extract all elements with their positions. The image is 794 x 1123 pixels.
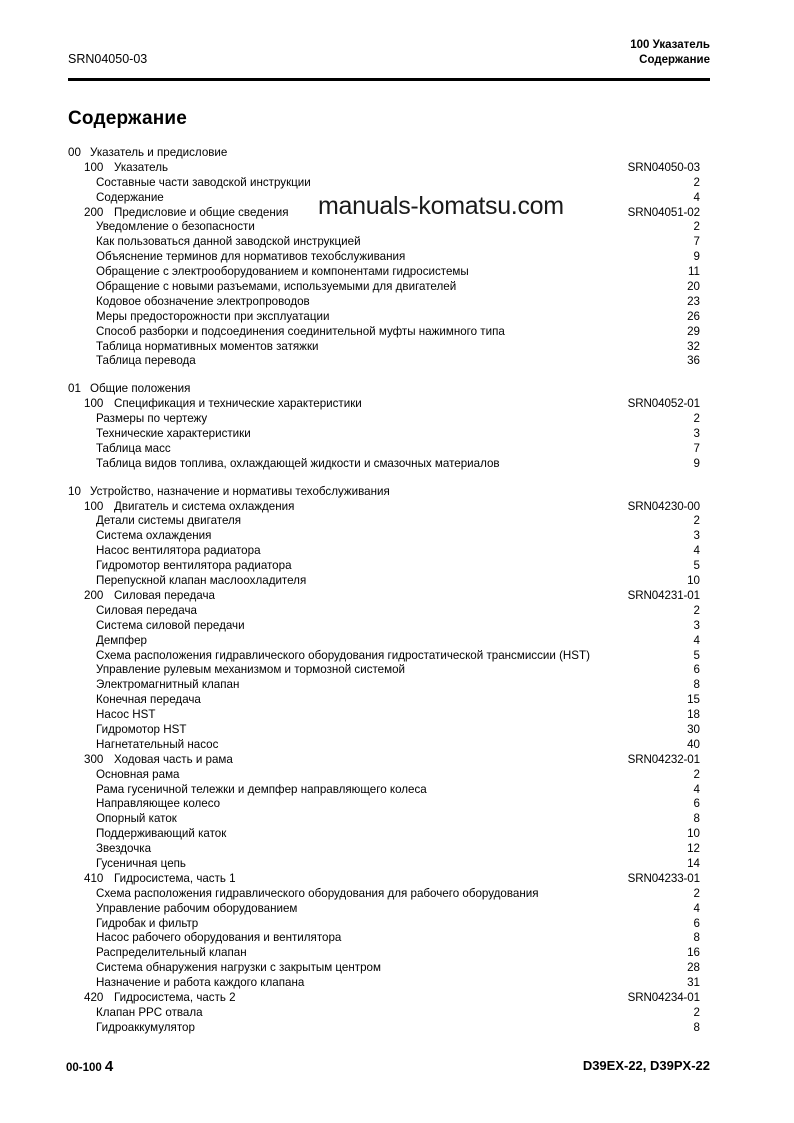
page-title: Содержание bbox=[68, 108, 188, 129]
toc-entry-page-number: 6 bbox=[693, 663, 700, 677]
toc-entry-label: Рама гусеничной тележки и демпфер направляющего колеса bbox=[96, 782, 427, 796]
toc-entry-label: Детали системы двигателя bbox=[96, 514, 242, 528]
toc-entry-row[interactable] bbox=[68, 902, 700, 917]
table-of-contents bbox=[68, 146, 700, 1036]
toc-entry-label: Схема расположения гидравлического оборудования для рабочего оборудования bbox=[96, 886, 539, 900]
toc-entry-page-number: 2 bbox=[693, 220, 700, 234]
toc-entry-row[interactable] bbox=[68, 604, 700, 619]
toc-entry-row[interactable] bbox=[68, 310, 700, 325]
toc-entry-label: Схема расположения гидравлического оборудования гидростатической трансмиссии (HST) bbox=[96, 648, 590, 662]
toc-entry-page-number: 36 bbox=[687, 354, 700, 368]
toc-entry-row[interactable] bbox=[68, 1006, 700, 1021]
toc-entry-label: Насос вентилятора радиатора bbox=[96, 544, 261, 558]
toc-entry-row[interactable] bbox=[68, 917, 700, 932]
toc-entry-row[interactable] bbox=[68, 723, 700, 738]
toc-entry-label: Гидросистема, часть 1 bbox=[114, 871, 236, 885]
toc-entry-row[interactable] bbox=[68, 619, 700, 634]
toc-entry-label: Насос рабочего оборудования и вентилятора bbox=[96, 931, 342, 945]
toc-subsection-row[interactable] bbox=[68, 589, 700, 604]
toc-entry-page-number: 14 bbox=[687, 856, 700, 870]
toc-leader-dots bbox=[205, 1017, 680, 1018]
toc-leader-dots bbox=[197, 1032, 680, 1033]
toc-entry-label: Поддерживающий каток bbox=[96, 827, 227, 841]
toc-entry-label: Двигатель и система охлаждения bbox=[114, 499, 295, 513]
toc-entry-label: Размеры по чертежу bbox=[96, 412, 208, 426]
toc-entry-row[interactable] bbox=[68, 265, 700, 280]
toc-entry-row[interactable] bbox=[68, 634, 700, 649]
toc-entry-label: Гидроаккумулятор bbox=[96, 1020, 195, 1034]
toc-subsection-row[interactable] bbox=[68, 872, 700, 887]
toc-leader-dots bbox=[253, 438, 680, 439]
toc-entry-srn-code: SRN04050-03 bbox=[627, 160, 700, 174]
toc-leader-dots bbox=[263, 555, 680, 556]
toc-leader-dots bbox=[383, 972, 680, 973]
toc-entry-page-number: 15 bbox=[687, 693, 700, 707]
toc-entry-page-number: 4 bbox=[693, 633, 700, 647]
toc-entry-label: Нагнетательный насос bbox=[96, 737, 219, 751]
toc-leader-dots bbox=[200, 927, 680, 928]
toc-leader-dots bbox=[343, 942, 680, 943]
toc-entry-row[interactable] bbox=[68, 325, 700, 340]
toc-entry-page-number: 5 bbox=[693, 648, 700, 662]
toc-leader-dots bbox=[199, 615, 680, 616]
toc-entry-page-number: 18 bbox=[687, 708, 700, 722]
toc-leader-dots bbox=[507, 336, 680, 337]
toc-leader-dots bbox=[299, 913, 680, 914]
toc-entry-page-number: 7 bbox=[693, 235, 700, 249]
toc-leader-dots bbox=[243, 525, 680, 526]
toc-entry-label: Меры предосторожности при эксплуатации bbox=[96, 309, 330, 323]
toc-leader-dots bbox=[173, 453, 680, 454]
toc-entry-page-number: 5 bbox=[693, 559, 700, 573]
toc-leader-dots bbox=[363, 246, 680, 247]
toc-entry-row[interactable] bbox=[68, 1021, 700, 1036]
toc-leader-dots bbox=[294, 570, 680, 571]
toc-entry-page-number: 2 bbox=[693, 603, 700, 617]
toc-leader-dots bbox=[592, 659, 680, 660]
toc-leader-dots bbox=[296, 510, 625, 511]
toc-subsection-row[interactable] bbox=[68, 397, 700, 412]
toc-entry-srn-code: SRN04233-01 bbox=[627, 871, 700, 885]
toc-entry-label: Направляющее колесо bbox=[96, 797, 221, 811]
toc-entry-page-number: 10 bbox=[687, 827, 700, 841]
toc-leader-dots bbox=[458, 291, 680, 292]
toc-entry-label: Таблица масс bbox=[96, 441, 171, 455]
toc-leader-dots bbox=[541, 898, 681, 899]
toc-entry-number: 410 bbox=[84, 871, 104, 885]
toc-entry-label: Управление рулевым механизмом и тормозной системой bbox=[96, 663, 406, 677]
toc-entry-row[interactable] bbox=[68, 427, 700, 442]
toc-entry-label: Составные части заводской инструкции bbox=[96, 175, 311, 189]
toc-entry-label: Содержание bbox=[96, 190, 164, 204]
toc-entry-page-number: 31 bbox=[687, 976, 700, 990]
toc-entry-srn-code: SRN04230-00 bbox=[627, 499, 700, 513]
toc-entry-page-number: 4 bbox=[693, 190, 700, 204]
header-section-title bbox=[630, 38, 710, 68]
toc-entry-number: 100 bbox=[84, 160, 104, 174]
toc-leader-dots bbox=[238, 1002, 626, 1003]
toc-group bbox=[68, 382, 700, 471]
toc-entry-row[interactable] bbox=[68, 931, 700, 946]
toc-section-heading bbox=[68, 382, 700, 397]
toc-entry-label: Таблица перевода bbox=[96, 354, 196, 368]
toc-entry-number: 200 bbox=[84, 205, 104, 219]
toc-entry-label: Демпфер bbox=[96, 633, 147, 647]
toc-leader-dots bbox=[308, 585, 680, 586]
toc-leader-dots bbox=[228, 838, 680, 839]
toc-entry-page-number: 28 bbox=[687, 961, 700, 975]
toc-entry-label: Электромагнитный клапан bbox=[96, 678, 240, 692]
toc-entry-row[interactable] bbox=[68, 857, 700, 872]
toc-leader-dots bbox=[153, 853, 680, 854]
toc-entry-label: Гидросистема, часть 2 bbox=[114, 990, 236, 1004]
toc-subsection-row[interactable] bbox=[68, 500, 700, 515]
toc-entry-number: 300 bbox=[84, 752, 104, 766]
toc-entry-row[interactable] bbox=[68, 797, 700, 812]
toc-entry-label: Объяснение терминов для нормативов техобслуживания bbox=[96, 250, 406, 264]
toc-entry-label: Устройство, назначение и нормативы техобслуживания bbox=[90, 484, 390, 498]
toc-entry-label: Распределительный клапан bbox=[96, 946, 247, 960]
toc-leader-dots bbox=[213, 540, 680, 541]
toc-entry-page-number: 3 bbox=[693, 427, 700, 441]
toc-entry-row[interactable] bbox=[68, 280, 700, 295]
toc-entry-number: 200 bbox=[84, 588, 104, 602]
toc-entry-label: Уведомление о безопасности bbox=[96, 220, 255, 234]
toc-entry-row[interactable] bbox=[68, 663, 700, 678]
header-section-line1: 100 Указатель bbox=[630, 39, 710, 51]
toc-leader-dots bbox=[170, 172, 626, 173]
toc-entry-page-number: 7 bbox=[693, 441, 700, 455]
toc-entry-label: Силовая передача bbox=[96, 603, 197, 617]
toc-entry-page-number: 6 bbox=[693, 916, 700, 930]
toc-entry-page-number: 8 bbox=[693, 1020, 700, 1034]
toc-entry-row[interactable] bbox=[68, 961, 700, 976]
toc-entry-page-number: 40 bbox=[687, 737, 700, 751]
toc-subsection-row[interactable] bbox=[68, 753, 700, 768]
toc-entry-number: 01 bbox=[68, 382, 81, 396]
toc-entry-srn-code: SRN04231-01 bbox=[627, 588, 700, 602]
toc-leader-dots bbox=[249, 957, 680, 958]
toc-entry-label: Опорный каток bbox=[96, 812, 177, 826]
toc-entry-row[interactable] bbox=[68, 442, 700, 457]
toc-leader-dots bbox=[321, 350, 681, 351]
toc-entry-page-number: 30 bbox=[687, 722, 700, 736]
toc-entry-row[interactable] bbox=[68, 783, 700, 798]
toc-entry-row[interactable] bbox=[68, 812, 700, 827]
toc-leader-dots bbox=[198, 365, 680, 366]
toc-entry-number: 420 bbox=[84, 990, 104, 1004]
toc-entry-row[interactable] bbox=[68, 529, 700, 544]
toc-entry-row[interactable] bbox=[68, 235, 700, 250]
toc-entry-row[interactable] bbox=[68, 946, 700, 961]
toc-leader-dots bbox=[203, 704, 680, 705]
toc-entry-label: Таблица видов топлива, охлаждающей жидкости и смазочных материалов bbox=[96, 456, 500, 470]
toc-entry-row[interactable] bbox=[68, 176, 700, 191]
toc-entry-page-number: 2 bbox=[693, 514, 700, 528]
toc-entry-row[interactable] bbox=[68, 457, 700, 472]
toc-entry-page-number: 8 bbox=[693, 812, 700, 826]
toc-leader-dots bbox=[502, 468, 680, 469]
toc-entry-row[interactable] bbox=[68, 649, 700, 664]
toc-entry-row[interactable] bbox=[68, 887, 700, 902]
toc-entry-row[interactable] bbox=[68, 678, 700, 693]
toc-leader-dots bbox=[247, 630, 680, 631]
toc-entry-srn-code: SRN04051-02 bbox=[627, 205, 700, 219]
toc-leader-dots bbox=[331, 321, 680, 322]
toc-entry-number: 100 bbox=[84, 499, 104, 513]
toc-entry-label: Обращение с новыми разъемами, используемыми для двигателей bbox=[96, 280, 457, 294]
toc-entry-row[interactable] bbox=[68, 340, 700, 355]
toc-entry-page-number: 4 bbox=[693, 782, 700, 796]
toc-leader-dots bbox=[182, 779, 681, 780]
toc-leader-dots bbox=[220, 749, 680, 750]
footer-page-number: 4 bbox=[104, 1058, 114, 1075]
toc-leader-dots bbox=[222, 808, 680, 809]
toc-entry-row[interactable] bbox=[68, 574, 700, 589]
toc-leader-dots bbox=[217, 600, 626, 601]
toc-leader-dots bbox=[179, 823, 680, 824]
toc-subsection-row[interactable] bbox=[68, 161, 700, 176]
toc-leader-dots bbox=[188, 734, 680, 735]
toc-entry-page-number: 3 bbox=[693, 618, 700, 632]
toc-leader-dots bbox=[407, 674, 680, 675]
toc-leader-dots bbox=[471, 276, 680, 277]
toc-leader-dots bbox=[188, 868, 680, 869]
toc-entry-label: Гидромотор вентилятора радиатора bbox=[96, 559, 292, 573]
toc-entry-page-number: 2 bbox=[693, 175, 700, 189]
toc-entry-label: Ходовая часть и рама bbox=[114, 752, 233, 766]
toc-entry-label: Указатель и предисловие bbox=[90, 146, 228, 159]
toc-entry-page-number: 2 bbox=[693, 412, 700, 426]
toc-entry-label: Назначение и работа каждого клапана bbox=[96, 976, 305, 990]
toc-entry-page-number: 12 bbox=[687, 842, 700, 856]
toc-leader-dots bbox=[238, 883, 626, 884]
toc-entry-label: Спецификация и технические характеристики bbox=[114, 397, 362, 411]
toc-entry-label: Гидромотор HST bbox=[96, 722, 187, 736]
toc-entry-page-number: 11 bbox=[687, 265, 700, 279]
toc-entry-page-number: 16 bbox=[687, 946, 700, 960]
toc-entry-srn-code: SRN04232-01 bbox=[627, 752, 700, 766]
toc-entry-label: Предисловие и общие сведения bbox=[114, 205, 289, 219]
toc-entry-row[interactable] bbox=[68, 738, 700, 753]
toc-entry-page-number: 4 bbox=[693, 544, 700, 558]
toc-leader-dots bbox=[429, 793, 680, 794]
toc-entry-row[interactable] bbox=[68, 559, 700, 574]
toc-entry-row[interactable] bbox=[68, 976, 700, 991]
toc-entry-label: Система силовой передачи bbox=[96, 618, 245, 632]
toc-entry-label: Система обнаружения нагрузки с закрытым центром bbox=[96, 961, 381, 975]
toc-entry-label: Таблица нормативных моментов затяжки bbox=[96, 339, 319, 353]
toc-entry-label: Перепускной клапан маслоохладителя bbox=[96, 574, 307, 588]
toc-entry-label: Кодовое обозначение электропроводов bbox=[96, 294, 310, 308]
toc-entry-number: 100 bbox=[84, 397, 104, 411]
toc-subsection-row[interactable] bbox=[68, 991, 700, 1006]
toc-leader-dots bbox=[157, 719, 680, 720]
toc-section-heading bbox=[68, 146, 700, 161]
toc-entry-row[interactable] bbox=[68, 708, 700, 723]
footer-model-names: D39EX-22, D39PX-22 bbox=[582, 1058, 710, 1073]
toc-leader-dots bbox=[313, 187, 680, 188]
toc-entry-row[interactable] bbox=[68, 354, 700, 369]
toc-entry-page-number: 32 bbox=[687, 339, 700, 353]
toc-leader-dots bbox=[257, 231, 680, 232]
toc-entry-page-number: 10 bbox=[687, 574, 700, 588]
toc-entry-page-number: 20 bbox=[687, 280, 700, 294]
toc-leader-dots bbox=[235, 764, 626, 765]
footer-section-code: 00-100 bbox=[66, 1062, 102, 1074]
toc-entry-page-number: 2 bbox=[693, 886, 700, 900]
toc-entry-label: Конечная передача bbox=[96, 693, 201, 707]
toc-leader-dots bbox=[241, 689, 680, 690]
toc-entry-page-number: 8 bbox=[693, 931, 700, 945]
header-section-line2: Содержание bbox=[639, 54, 710, 66]
toc-entry-row[interactable] bbox=[68, 544, 700, 559]
toc-group bbox=[68, 485, 700, 1036]
header-divider-rule bbox=[68, 78, 710, 81]
toc-leader-dots bbox=[149, 645, 680, 646]
toc-entry-page-number: 26 bbox=[687, 309, 700, 323]
toc-entry-label: Гусеничная цепь bbox=[96, 856, 186, 870]
toc-entry-page-number: 3 bbox=[693, 529, 700, 543]
toc-entry-number: 00 bbox=[68, 146, 81, 159]
toc-leader-dots bbox=[312, 306, 680, 307]
toc-entry-label: Указатель bbox=[114, 160, 169, 174]
toc-entry-row[interactable] bbox=[68, 827, 700, 842]
toc-entry-srn-code: SRN04052-01 bbox=[627, 397, 700, 411]
toc-entry-label: Звездочка bbox=[96, 842, 152, 856]
toc-entry-srn-code: SRN04234-01 bbox=[627, 990, 700, 1004]
footer-page-marker bbox=[66, 1058, 113, 1075]
toc-leader-dots bbox=[209, 423, 680, 424]
toc-entry-row[interactable] bbox=[68, 768, 700, 783]
toc-entry-page-number: 2 bbox=[693, 767, 700, 781]
toc-section-heading bbox=[68, 485, 700, 500]
toc-entry-label: Общие положения bbox=[90, 382, 191, 396]
toc-entry-label: Силовая передача bbox=[114, 588, 215, 602]
toc-entry-label: Гидробак и фильтр bbox=[96, 916, 199, 930]
toc-entry-label: Как пользоваться данной заводской инструкцией bbox=[96, 235, 361, 249]
toc-entry-label: Технические характеристики bbox=[96, 427, 251, 441]
page-header bbox=[68, 38, 710, 80]
header-document-code: SRN04050-03 bbox=[68, 52, 148, 66]
toc-leader-dots bbox=[306, 987, 680, 988]
toc-entry-label: Клапан PPC отвала bbox=[96, 1005, 203, 1019]
toc-entry-label: Управление рабочим оборудованием bbox=[96, 901, 298, 915]
toc-entry-page-number: 2 bbox=[693, 1005, 700, 1019]
toc-entry-number: 10 bbox=[68, 484, 81, 498]
toc-entry-label: Обращение с электрооборудованием и компонентами гидросистемы bbox=[96, 265, 469, 279]
toc-entry-page-number: 4 bbox=[693, 901, 700, 915]
toc-entry-page-number: 8 bbox=[693, 678, 700, 692]
toc-entry-label: Система охлаждения bbox=[96, 529, 212, 543]
toc-entry-page-number: 29 bbox=[687, 324, 700, 338]
toc-entry-row[interactable] bbox=[68, 842, 700, 857]
toc-entry-row[interactable] bbox=[68, 693, 700, 708]
watermark-text: manuals-komatsu.com bbox=[314, 191, 568, 223]
toc-entry-row[interactable] bbox=[68, 412, 700, 427]
toc-leader-dots bbox=[407, 261, 680, 262]
toc-entry-row[interactable] bbox=[68, 250, 700, 265]
toc-group bbox=[68, 146, 700, 369]
toc-entry-page-number: 6 bbox=[693, 797, 700, 811]
toc-entry-row[interactable] bbox=[68, 514, 700, 529]
toc-entry-label: Способ разборки и подсоединения соединительной муфты нажимного типа bbox=[96, 324, 505, 338]
toc-entry-label: Насос HST bbox=[96, 708, 156, 722]
toc-entry-label: Основная рама bbox=[96, 767, 180, 781]
toc-leader-dots bbox=[364, 408, 626, 409]
toc-entry-page-number: 23 bbox=[687, 294, 700, 308]
toc-entry-page-number: 9 bbox=[693, 456, 700, 470]
toc-entry-page-number: 9 bbox=[693, 250, 700, 264]
toc-entry-row[interactable] bbox=[68, 295, 700, 310]
